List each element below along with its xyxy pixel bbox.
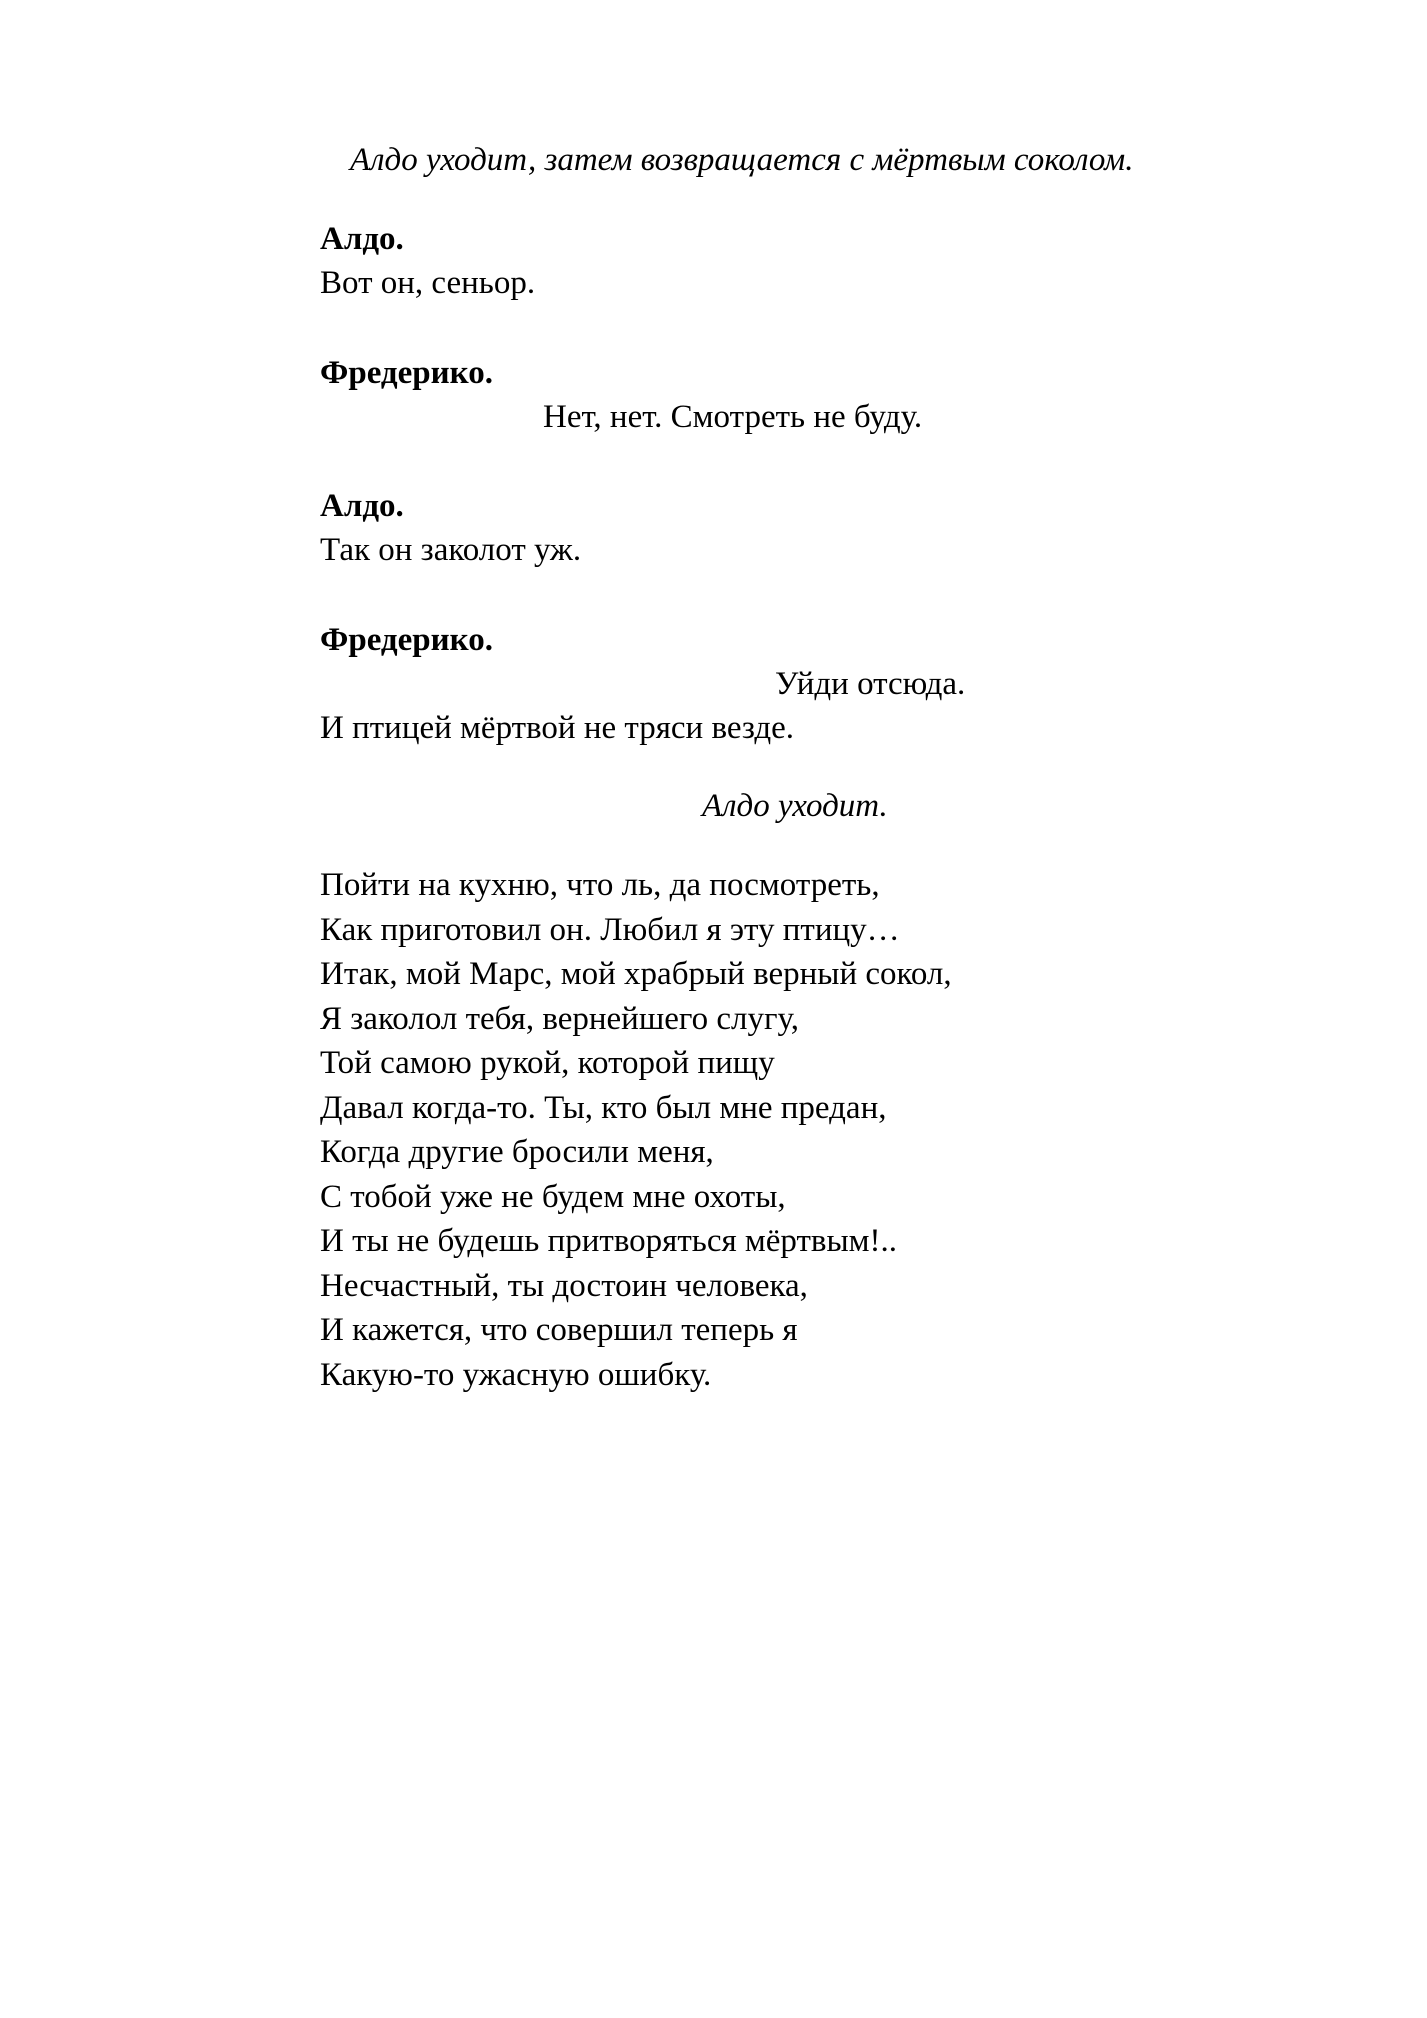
verse-line: Несчастный, ты достоин человека, <box>320 1268 808 1304</box>
stage-direction: Алдо уходит. <box>702 788 888 824</box>
verse-line: Когда другие бросили меня, <box>320 1134 714 1170</box>
dialogue-line: И птицей мёртвой не тряси везде. <box>320 710 795 746</box>
verse-line: Какую-то ужасную ошибку. <box>320 1357 712 1393</box>
dialogue-line: Вот он, сеньор. <box>320 265 536 301</box>
verse-line: Давал когда-то. Ты, кто был мне предан, <box>320 1090 887 1126</box>
dialogue-line: Так он заколот уж. <box>320 532 582 568</box>
verse-line: С тобой уже не будем мне охоты, <box>320 1179 786 1215</box>
dialogue-line: Нет, нет. Смотреть не буду. <box>543 399 923 435</box>
speaker-name: Фредерико. <box>320 622 493 658</box>
speaker-name: Алдо. <box>320 221 404 257</box>
verse-line: Пойти на кухню, что ль, да посмотреть, <box>320 867 880 903</box>
verse-line: И ты не будешь притворяться мёртвым!.. <box>320 1223 898 1259</box>
verse-line: Я заколол тебя, вернейшего слугу, <box>320 1001 799 1037</box>
verse-line: Той самою рукой, которой пищу <box>320 1045 775 1081</box>
speaker-name: Алдо. <box>320 488 404 524</box>
verse-line: Итак, мой Марс, мой храбрый верный сокол, <box>320 956 952 992</box>
verse-line: Как приготовил он. Любил я эту птицу… <box>320 912 900 948</box>
stage-direction: Алдо уходит, затем возвращается с мёртвым соколом. <box>350 142 1134 178</box>
speaker-name: Фредерико. <box>320 355 493 391</box>
verse-line: И кажется, что совершил теперь я <box>320 1312 798 1348</box>
dialogue-line: Уйди отсюда. <box>775 666 966 702</box>
